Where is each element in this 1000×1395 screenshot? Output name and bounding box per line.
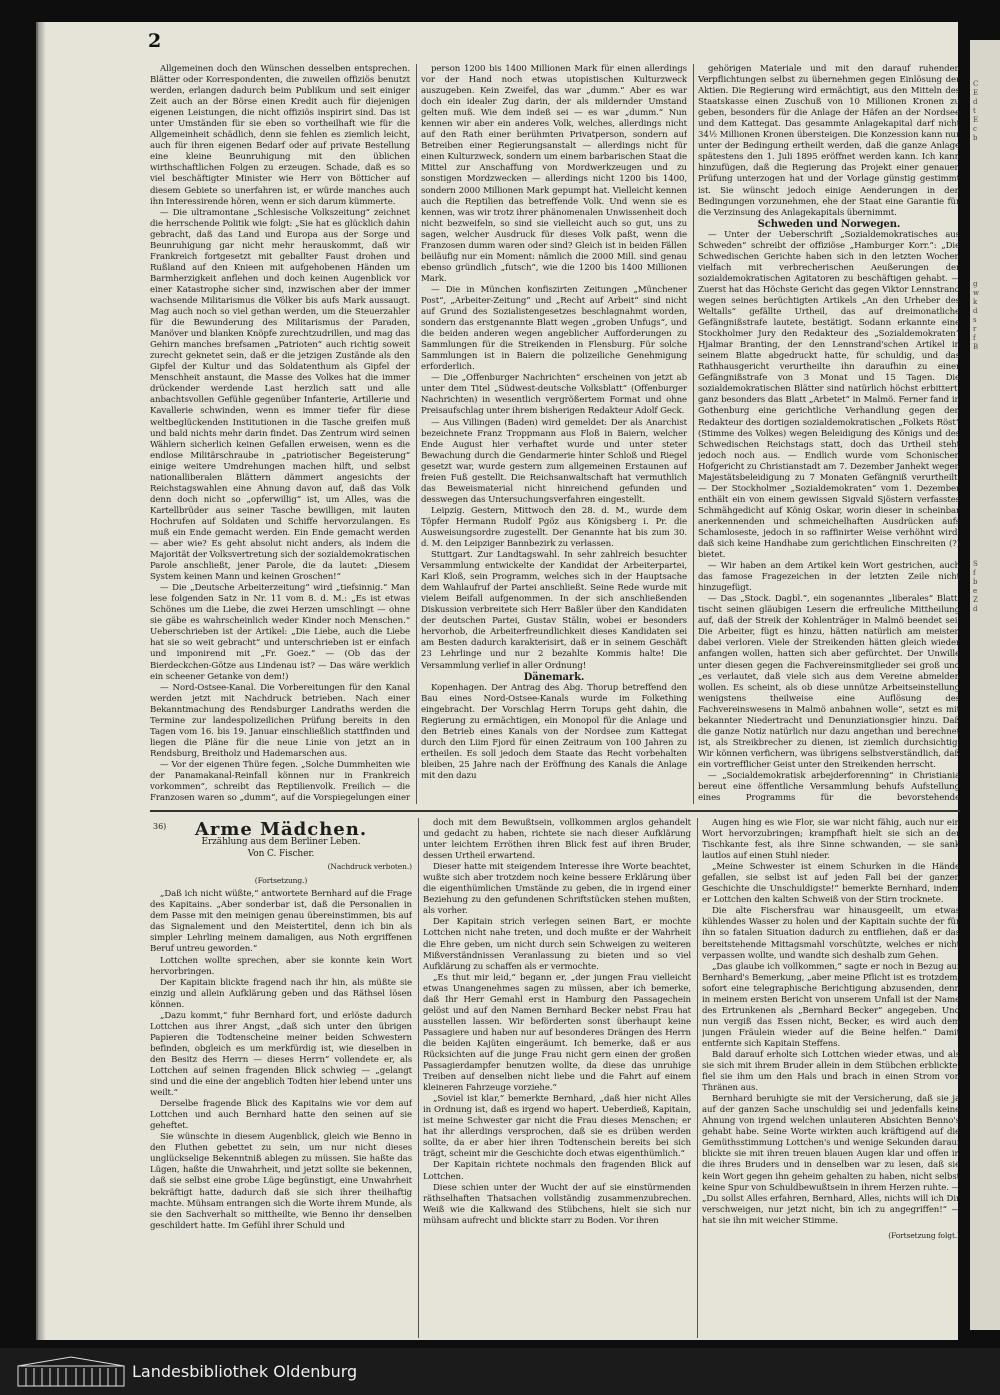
paragraph: Stuttgart. Zur Landtagswahl. In sehr zahlreich besuchter Versammlung entwickelte der Kandidat der Arbeiterpartei, Karl Kloß, sein Programm, welches sich in der Hauptsache dem Wahlaufruf der Partei anschließt. Seine Rede wurde mit vielem Beifall aufgenommen. In der sich anschließenden Diskussion verbreitete sich Herr Baßler über den Kandidaten der deutschen Partei, Gustav Stälin, wobei er besonders hervorhob, die Arbeiterfreundlichkeit dieses Kandidaten sei am Besten dadurch karakterisirt, daß er in seinem Geschäft 23 Lehrlinge und nur 2 bezahlte Kommis halte! Die Versammlung verlief in aller Ordnung! xyxy=(421,550,687,671)
adjacent-page-strip: C E d t E c b g w k d s r f B S f b e Z d xyxy=(970,40,1000,1330)
paragraph: „Es thut mir leid,“ begann er, „der jungen Frau vielleicht etwas Unangenehmes sagen zu müssen, aber ich bemerke, daß Ihr Herr Gemahl erst in Hamburg den Passagechein gelöst und auf den Namen Bernhard Becker nebst Frau hat ausstellen lassen. Wir beförderten sonst überhaupt keine Passagiere und haben nur auf besonderes Drängen des Herrn die beiden Kajüten eingeräumt. Ich bemerke, daß er aus Rücksichten auf die junge Frau nicht gern einen der großen Passagierdampfer benutzen wollte, da diese das unruhige Treiben auf denselben nicht liebe und die Fahrt auf einem kleineren Fahrzeuge vorziehe.“ xyxy=(423,972,691,1094)
paragraph: „Meine Schwester ist einem Schurken in die Hände gefallen, sie selbst ist auf jeden Fall bei der ganzen Geschichte die Unschuldigste!“ bemerkte Bernhard, indem er Lottchen den kalten Schweiß von der Stirn trocknete. xyxy=(702,862,960,906)
paragraph: Die alte Fischersfrau war hinausgeeilt, um etwas kühlendes Wasser zu holen und der Kapitain suchte der für ihn so fatalen Situation dadurch zu entfliehen, daß er das bereitstehende Mittagsmahl vorschützte, welches er nicht verpassen wollte, und wandte sich deshalb zum Gehen. xyxy=(702,906,960,961)
upper-column-1 xyxy=(150,64,410,804)
paragraph: person 1200 bis 1400 Millionen Mark für einen allerdings vor der Hand noch etwas utopistischen Kulturzweck auszugeben. Kein Zweifel, das war „dumm.“ Aber es war doch ein idealer Zug darin, der als mildernder Umstand gelten muß. Wie dem indeß sei — es war „dumm.“ Nun kennen wir aber ein anderes Volk, welches, allerdings nicht auf den Rath einer berühmten Privatperson, sondern auf Betreiben einer Regierungsanstalt — allerdings nicht für einen Kulturzweck, sondern um einem barbarischen Staat die Mittel zur Anschaffung von Mordwerkzeugen und zu sonstigen Mordzwecken — allerdings nicht 1200 bis 1400, sondern 2000 Millionen Mark gepumpt hat. Vielleicht kennen auch die Reptilien das betreffende Volk. Und wenn sie es kennen, was wir trotz ihrer phänomenalen Unwissenheit doch nicht bezweifeln, so sind sie vielleicht auch so gut, uns zu sagen, welcher Ausdruck für dieses Volk paßt, wenn die Franzosen dumm waren oder sind? Gleich ist in beiden Fällen beiläufig nur ein Moment: nämlich die 2000 Mill. sind genau ebenso gründlich „futsch“, wie die 1200 bis 1400 Millionen Mark. xyxy=(421,64,687,284)
paragraph: — Nord-Ostsee-Kanal. Die Vorbereitungen für den Kanal werden jetzt mit Nachdruck betrieben. Nach einer Bekanntmachung des Rendsburger Landraths werden die Termine zur landespolizeilichen Prüfung bereits in den Tagen vom 16. bis 19. Januar einschließlich stattfinden und liegen die Pläne für die neue Linie von jetzt an in Rendsburg, Breitholz und Hademarschen aus. xyxy=(150,682,410,759)
column-divider xyxy=(697,818,698,1338)
section-heading: Schweden und Norwegen. xyxy=(757,218,901,230)
story-column-2 xyxy=(423,818,691,1338)
library-name: Landesbibliothek Oldenburg xyxy=(132,1362,358,1381)
library-building-icon xyxy=(16,1356,126,1388)
paragraph: „Daß ich nicht wüßte,“ antwortete Bernhard auf die Frage des Kapitains. „Aber sonderbar ist, daß die Personalien in dem Passe mit den meinigen genau übereinstimmen, bis auf das Signalement und den Meistertitel, denn ich bin als simpler Lehrling meinem damaligen, aus Noth ergriffenen Beruf untreu geworden.“ xyxy=(150,889,412,955)
paragraph: doch mit dem Bewußtsein, vollkommen arglos gehandelt und gedacht zu haben, richtete sie nach dieser Aufklärung unter leichtem Erröthen ihren Blick fest auf ihren Bruder, dessen Urtheil erwartend. xyxy=(423,818,691,862)
paragraph: — Unter der Ueberschrift „Sozialdemokratisches aus Schweden“ schreibt der offiziöse „Hamburger Korr.“: „Die Schwedischen Gerichte haben sich in den letzten Wochen vielfach mit verbrecherischen Aeußerungen der sozialdemokratischen Agitatoren zu beschäftigen gehabt. — Zuerst hat das Höchste Gericht das gegen Viktor Lennstrand wegen seines berüchtigten Artikels „An den Urheber des Weltalls“ gefällte Urtheil, das auf dreimonatliche Gefängnißstrafe lautete, bestätigt. Sodann erkannte eine Stockholmer Jury den Redakteur des „Sozialdemokraten“ Hjalmar Branting, der den Lennstrand'schen Artikel in seinem Blatte abgedruckt hatte, für schuldig, und das Rathhausgericht verurtheilte ihn daraufhin zu einer Gefängnißstrafe von 3 Monat und 15 Tagen. Die sozialdemokratischen Blätter sind natürlich höchst erbittert, ganz besonders das Blatt „Arbetet“ in Malmö. Ferner fand in Gothenburg eine gerichtliche Verhandlung gegen den Redakteur des dortigen sozialdemokratischen „Folkets Röst“ (Stimme des Volkes) wegen Beleidigung des Königs und des Schwedischen Reichstags statt, doch das Urtheil steht jedoch noch aus. — Endlich wurde vom Schonischen Hofgericht zu Christianstadt am 7. Dezember Janhekt wegen Majestätsbeleidigung zu 7 Monaten Gefängniß verurtheilt. — Der Stockholmer „Sozialdemokraten“ vom 1. Dezember enthält ein von einem gewissen Sigvald Sjöstern verfasstes Schmähgedicht auf König Oskar, worin dieser in scheinbar anerkennenden und schmeichelhaften Ausdrücken aufs Schamloseste, jedoch in so raffinirter Weise verhöhnt wird, daß sich keine Handhabe zum gerichtlichen Einschreiten (?) bietet. xyxy=(698,229,960,561)
column-divider xyxy=(416,64,417,804)
to-be-continued: (Fortsetzung folgt.) xyxy=(888,1230,960,1240)
paragraph: Bernhard beruhigte sie mit der Versicherung, daß sie ja auf der ganzen Sache unschuldig sei und jedenfalls keine Ahnung von irgend welchen unlauteren Absichten Benno's gehabt habe. Seine Worte wirkten auch kräftigend auf die Gemüthsstimmung Lottchen's und wenige Sekunden darauf blickte sie mit ihren treuen blauen Augen klar und offen in die ihres Bruders und in denselben war zu lesen, daß sie kein Wort gegen ihn geheim gehalten zu haben, nicht selbst keine Spur von Schuldbewußtsein in ihrem Herzen ruhte. — „Du sollst Alles erfahren, Bernhard, Alles, nichts will ich Dir verschweigen, nur jetzt nicht, bin ich zu angegriffen!“ — hat sie ihn mit weicher Stimme. xyxy=(702,1094,960,1226)
paragraph: — Die ultramontane „Schlesische Volkszeitung“ zeichnet die herrschende Politik wie folgt: „Sie hat es glücklich dahin gebracht, daß das Land und Europa aus der Sorge und Beunruhigung gar nicht mehr herauskommt, daß wir Frankreich fortgesetzt mit geballter Faust drohen und Rußland auf den Knieen mit aufgehobenen Händen um Barmherzigkeit anflehen und doch keinen Augenblick vor einer Katastrophe sicher sind, inzwischen aber der immer wachsende Militarismus die Völker bis aufs Mark aussaugt. Mag auch noch so viel gethan werden, um die Steuerzahler für die Bewunderung des Militarismus der Paraden, Manöver und blanken Knöpfe zurechtzudrillen, und mag das Gehirn manches brefsamen „Patrioten“ auch richtig soweit zurecht geknetet sein, daß er die jetzigen Zustände als den Gipfel der Kultur und das Soldatenthum als Gipfel der Menschheit anstaunt, die Masse des Volkes hat die immer drückender werdende Last herzlich satt und alle anbachtsvollen Gefühle gegenüber Infanterie, Artillerie und Kavallerie schwinden, wenn es immer tiefer für diese weltbeglückenden Institutionen in die Tasche greifen muß und bald nichts mehr darin findet. Das Zentrum wird seinen Wählern sicherlich keinen Gefallen erweisen, wenn es die endlose Militärschraube in „patriotischer Begeisterung“ einige weitere Umdrehungen machen hilft, und selbst nationalliberalen Blättern dämmert angesichts der Reichstagswahlen eine Ahnung davon auf, daß das Volk denn doch nicht so „opferwillig“ ist, um Alles, was die Kartellbrüder aus seiner Tasche bewilligen, mit lauten Hochrufen auf Soldaten und Schiffe hervorzulangen. Es muß ein Ende gemacht werden. Ein Ende gemacht werden — aber wie? Es geht absolut nicht anders, als indem die Majorität der Volksvertretung sich der sozialdemokratischen Parole anschließt, jener Parole, die da lautet: „Diesem System keinen Mann und keinen Groschen!“ xyxy=(150,207,410,583)
story-column-3 xyxy=(702,818,960,1338)
paragraph: Der Kapitain richtete nochmals den fragenden Blick auf Lottchen. xyxy=(423,1160,691,1182)
column-divider xyxy=(418,818,419,1338)
paragraph: — Die in München konfiszirten Zeitungen „Münchener Post“, „Arbeiter-Zeitung“ und „Recht auf Arbeit“ sind nicht auf Grund des Sozialistengesetzes beschlagnahmt worden, sondern das erstgenannte Blatt wegen „groben Unfugs“, und die beiden anderen wegen angeblicher Aufforderungen zu Sammlungen für die Streikenden in Flensburg. Für solche Sammlungen ist in Baiern die polizeiliche Genehmigung erforderlich. xyxy=(421,284,687,373)
installment-number: 36) xyxy=(153,822,167,831)
paragraph: „Dazu kommt,“ fuhr Bernhard fort, und erlöste dadurch Lottchen aus ihrer Angst, „daß sich unter den übrigen Papieren die Todtenscheine meiner beiden Schwestern befinden, obgleich es um merkfürdig ist, wie dieselben in den Besitz des Herrn — dieses Herrn“ vollendete er, als Lottchen auf seinen fragenden Blick schwieg — „gelangt sind und die eine der angeblich Todten hier lebend unter uns weilt.“ xyxy=(150,1010,412,1099)
story-author: Von C. Fischer. xyxy=(247,849,315,860)
paragraph: Lottchen wollte sprechen, aber sie konnte kein Wort hervorbringen. xyxy=(150,955,412,977)
column-divider xyxy=(693,64,694,804)
page-number: 2 xyxy=(148,30,162,52)
library-footer xyxy=(0,1348,1000,1395)
paragraph: — Das „Stock. Dagbl.“, ein sogenanntes „liberales“ Blatt, tischt seinen gläubigen Lesern die erfreuliche Mittheilung auf, daß der Streik der Kohlenträger in Malmö beendet sei. Die Arbeiter, fügt es hinzu, hätten natürlich am meisten dabei verloren. Viele der Streikenden hätten gleich wieder anfangen wollen, hatten sich aber gefürchtet. Der Unwille unter diesen gegen die Fachvereinsmitglieder sei groß und „es verlautet, daß viele sich aus dem Vereine abmelden wollen. Es scheint, als ob diese unnütze Arbeitseinstellung wenigstens theilweise eine Auflösung des Fachvereinswesens in Malmö anbahnen wolle“, setzt es mit bekannter Niedertracht und Denunziationsgier hinzu. Daß die ganze Notiz natürlich nur dazu angethan und berechnet ist, als Streikbrecher zu dienen, ist ziemlich durchsichtig. Wir können verfichern, was übrigens selbstverständlich, daß ein vortrefflicher Geist unter den Streikenden herrscht. xyxy=(698,594,960,770)
paragraph: Leipzig. Gestern, Mittwoch den 28. d. M., wurde dem Töpfer Hermann Rudolf Pgöz aus Königsberg i. Pr. die Ausweisungsordre zugestellt. Der Genannte hat bis zum 30. d. M. den Leipziger Bannbezirk zu verlassen. xyxy=(421,505,687,550)
feuilleton-divider xyxy=(150,810,960,812)
paragraph: — Die „Deutsche Arbeiterzeitung“ wird „tiefsinnig.“ Man lese folgenden Satz in Nr. 11 vom 8. d. M.: „Es ist etwas Schönes um die Liebe, die zwei Herzen umschlingt — ohne sie gäbe es wahrscheinlich weder Kinder noch Menschen.“ Ueberschrieben ist der Artikel: „Die Liebe, auch die Liebe hat sie so weit gebracht“ und unterschrieben ist er einfach und imponirend mit „Fr. Goez.“ — (Ob das der Bierdeckchen-Götze aus Lindenau ist? — Das wäre werklich ein scheener Getanke von dem!) xyxy=(150,583,410,682)
paragraph: — Die „Offenburger Nachrichten“ erscheinen von jetzt ab unter dem Titel „Südwest-deutsche Volksblatt“ (Offenburger Nachrichten) in wesentlich vergrößertem Format und ohne Preisaufschlag unter ihrem bisherigen Redakteur Adolf Geck. xyxy=(421,373,687,417)
paragraph: Augen hing es wie Flor, sie war nicht fähig, auch nur ein Wort hervorzubringen; krampfhaft hielt sie sich an der Tischkante fest, als ihre Sinne schwanden, — sie sank lautlos auf einen Stuhl nieder. xyxy=(702,818,960,862)
paragraph: — Aus Villingen (Baden) wird gemeldet: Der als Anarchist bezeichnete Franz Troppmann aus Floß in Baiern, welcher Ende August hier verhaftet wurde und unter steter Bewachung durch die Gendarmerie hinter Schloß und Riegel gesetzt war, wurde gestern zum allgemeinen Erstaunen auf freien Fuß gestellt. Die Reichsanwaltschaft hat vermuthlich das Beweismaterial nicht hinreichend gefunden und desswegen das Untersuchungsverfahren eingestellt. xyxy=(421,417,687,505)
paragraph: — „Socialdemokratisk arbejderforenning“ in Christiania bereut eine öffentliche Versammlung behufs Aufstellung eines Programms für die bevorstehende xyxy=(698,771,960,804)
story-title: Arme Mädchen. xyxy=(194,819,368,840)
upper-column-3 xyxy=(698,64,960,804)
paragraph: — Vor der eigenen Thüre fegen. „Solche Dummheiten wie der Panamakanal-Reinfall können nur in Frankreich vorkommen“, schreibt das Reptilienvolk. Freilich — die Franzosen waren so „dumm“, auf die Vorspiegelungen einer xyxy=(150,759,410,804)
paragraph: Kopenhagen. Der Antrag des Abg. Thorup betreffend den Bau eines Nord-Ostsee-Kanals wurde im Folkething eingebracht. Der Vorschlag Herrn Torups geht dahin, die Regierung zu ermächtigen, ein Monopol für die Anlage und den Betrieb eines Kanals von der Nordsee zum Kattegat durch den Liim Fjord für einen Zeitraum von 100 Jahren zu ertheilen. Es soll jedoch dem Staate das Recht vorbehalten bleiben, 25 Jahre nach der Eröffnung des Kanals die Anlage mit den dazu xyxy=(421,682,687,781)
paragraph: Diese schien unter der Wucht der auf sie einstürmenden räthselhaften Thatsachen vollständig zusammenzubrechen. Weiß wie die Kalkwand des Stübchens, hielt sie sich nur mühsam aufrecht und blickte starr zu Boden. Vor ihren xyxy=(423,1182,691,1226)
story-column-1 xyxy=(150,818,412,1338)
reprint-notice: (Nachdruck verboten.) xyxy=(327,862,412,872)
paragraph: Derselbe fragende Blick des Kapitains wie vor dem auf Lottchen und auch Bernhard hatte den seinen auf sie geheftet. xyxy=(150,1099,412,1132)
paragraph: Dieser hatte mit steigendem Interesse ihre Worte beachtet, wußte sich aber trotzdem noch keine bessere Erklärung über die eigenthümlichen Umstände zu geben, die in irgend einer Beziehung zu den gefundenen Schriftstücken stehen mußten, als vorher. xyxy=(423,862,691,917)
paragraph: „Soviel ist klar,“ bemerkte Bernhard, „daß hier nicht Alles in Ordnung ist, daß es irgend wo hapert. Ueberdieß, Kapitain, ist meine Schwester gar nicht die Frau dieses Menschen; er hat ihr allerdings versprochen, daß sie es drüben werden sollte, da er aber hier ihren Todtenschein bereits bei sich trägt, scheint mir die Geschichte doch etwas eigenthümlich.“ xyxy=(423,1094,691,1160)
story-subtitle: Erzählung aus dem Berliner Leben. xyxy=(201,837,361,848)
paragraph: Bald darauf erholte sich Lottchen wieder etwas, und als sie sich mit ihrem Bruder allein in dem Stübchen erblickte, fiel sie ihm um den Hals und brach in einen Strom von Thränen aus. xyxy=(702,1049,960,1094)
paragraph: Sie wünschte in diesem Augenblick, gleich wie Benno in den Fluthen gebettet zu sein, um nur nicht dieses unglückselige Bekenntniß ablegen zu müssen. Sie haßte das Lügen, haßte die Unwahrheit, und jetzt sollte sie bekennen, daß sie selbst eine grobe Lüge begünstigt, eine Unwahrheit bekräftigt hatte, dadurch daß sie sich ihrer theilhaftig machte. Mühsam entrangen sich die Worte ihrem Munde, als sie den Sachverhalt so mittheilte, wie Benno ihr denselben geschildert hatte. Im Gefühl ihrer Schuld und xyxy=(150,1132,412,1231)
paragraph: — Wir haben an dem Artikel kein Wort gestrichen, auch das famose Fragezeichen in der letzten Zeile nicht hinzugefügt. xyxy=(698,561,960,594)
paragraph: Der Kapitain strich verlegen seinen Bart, er mochte Lottchen nicht nahe treten, und doch mußte er der Wahrheit die Ehre geben, um nicht durch sein Schweigen zu weiteren Mißverständnissen Veranlassung zu bieten und so viel Aufklärung zu schaffen als er vermochte. xyxy=(423,917,691,972)
paragraph: Der Kapitain blickte fragend nach ihr hin, als müßte sie einzig und allein Aufklärung geben und das Räthsel lösen können. xyxy=(150,977,412,1010)
paragraph: „Das glaube ich vollkommen,“ sagte er noch in Bezug auf Bernhard's Bemerkung, „aber meine Pflicht ist es trotzdem, sofort eine telegraphische Berichtigung abzusenden, denn in meinem ersten Bericht von unserem Unfall ist der Name des Ertrunkenen als „Bernhard Becker“ angegeben. Und nun vergiß das Essen nicht, Becker, es wird auch dem jungen Fräulein wieder auf die Beine helfen.“ Damit entfernte sich Kapitain Steffens. xyxy=(702,961,960,1049)
page-fold-shadow xyxy=(38,22,46,1340)
section-heading: Dänemark. xyxy=(523,671,585,683)
paragraph: Allgemeinen doch den Wünschen desselben entsprechen. Blätter oder Korrespondenten, die zuweilen offiziös benutzt werden, erlangen dadurch beim Publikum und seit einiger Zeit auch an der Börse einen Kredit auch für diejenigen eigenen Leistungen, die nicht offiziös inspirirt sind. Das ist unter Umständen für sie eben so vortheilhaft wie für die Allgemeinheit schädlich, denn sie fehlen es ziemlich leicht, auch für ihren eigenen Bedarf oder auf private Bestellung eine kleine Beunruhigung mit den üblichen wirthschaftlichen Folgen zu erzeugen. Schade, daß es so viel beschäftigter Minister wie Herr von Bötticher auf diesem Gebiete so unerfahren ist, er würde manches auch ihn Interessirende hören, wenn er sich darum kümmerte. xyxy=(150,64,410,207)
paragraph: gehörigen Materiale und mit den darauf ruhenden Verpflichtungen selbst zu übernehmen gegen Einlösung der Aktien. Die Regierung wird ermächtigt, aus den Mitteln des Staatskasse einen Zuschuß von 10 Millionen Kronen zu geben, besonders für die Anlage der Häfen an der Nordsee und dem Kattegat. Das gesammte Anlagekapital darf nicht 34½ Millionen Kronen übersteigen. Die Konzession kann nur unter der Bedingung ertheilt werden, daß die ganze Anlage spätestens den 1. Juli 1895 eröffnet werden kann. Ich kann hinzufügen, daß die Regierung das Projekt einer genauen Prüfung unterzogen hat und der Vorlage günstig gestimmt ist. Sie wünscht jedoch einige Aenderungen in den Bedingungen vorzunehmen, ehe der Staat eine Garantie für die Verzinsung des Anlagekapitals übernimmt. xyxy=(698,64,960,218)
continuation-note: (Fortsetzung.) xyxy=(254,876,308,886)
upper-column-2 xyxy=(421,64,687,804)
